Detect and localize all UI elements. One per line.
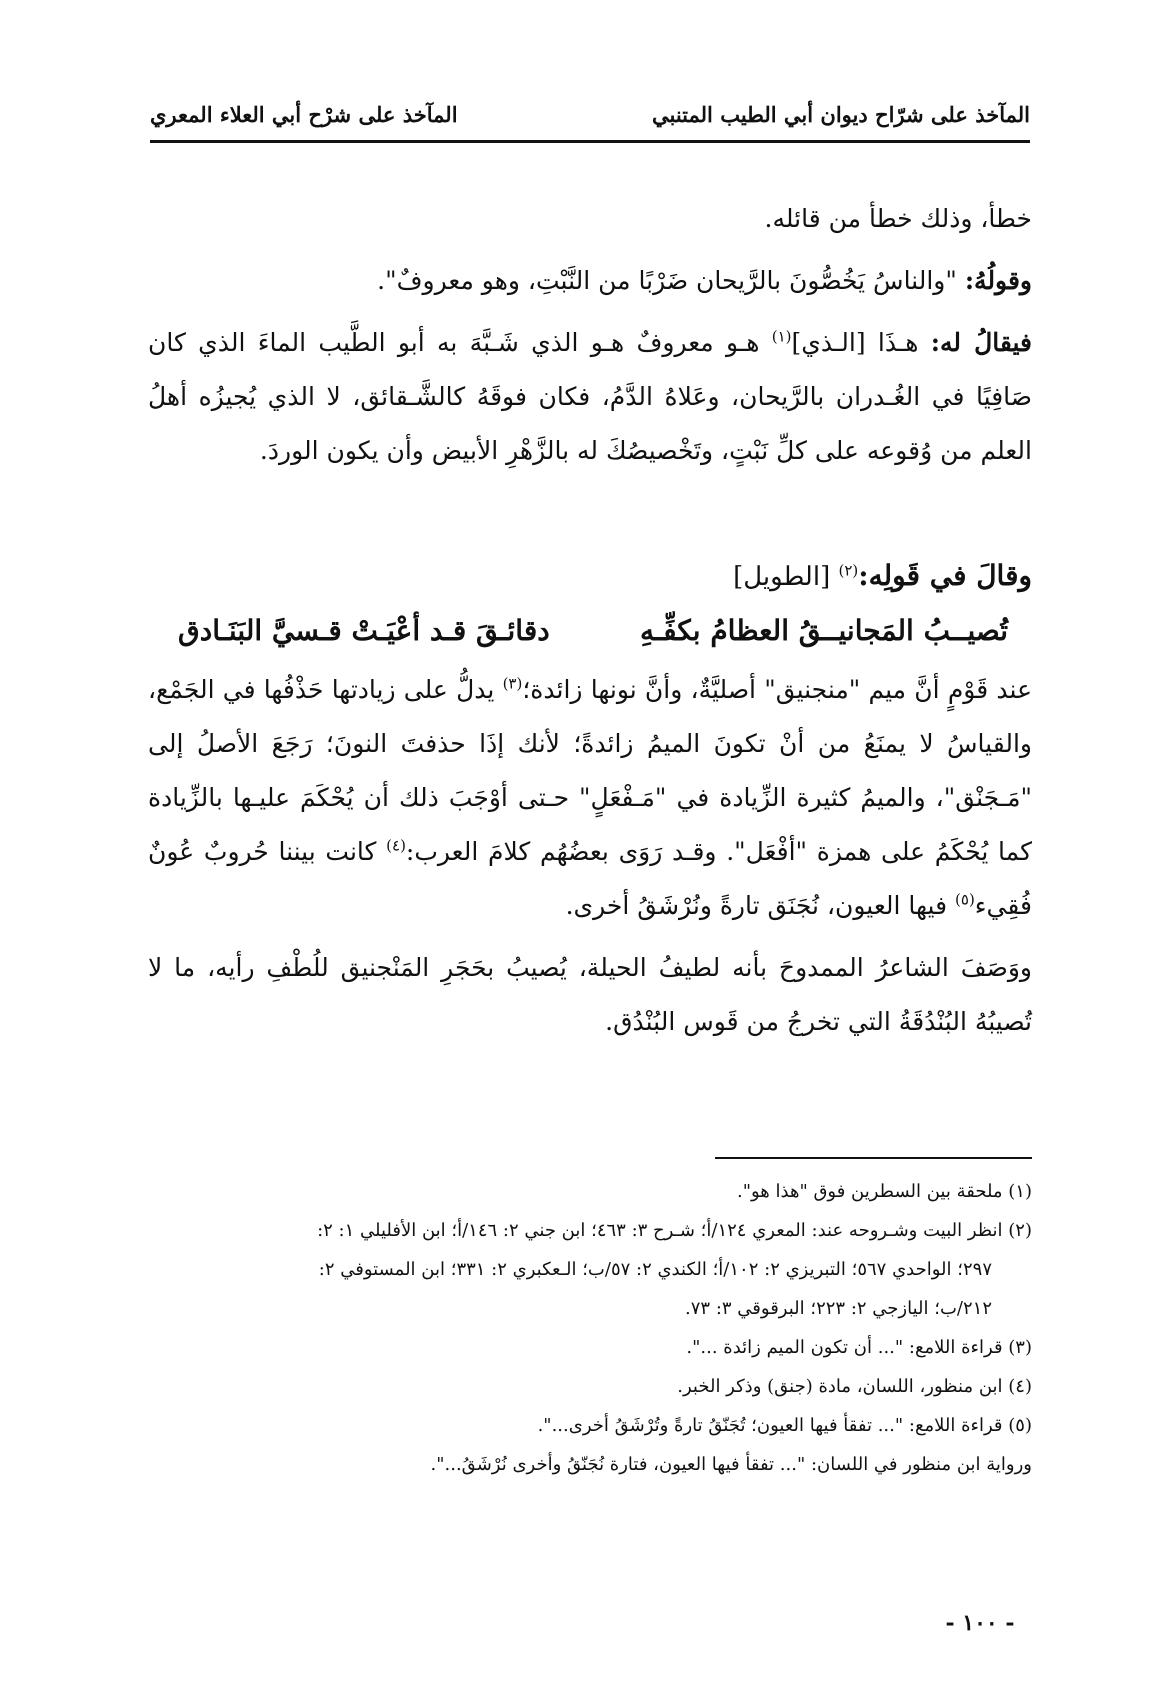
footnote-3: (٣) قراءة اللامع: "... أن تكون الميم زائدة ...". [686,1337,1032,1358]
footnote-2-line-3: ٢١٢/ب؛ اليازجي ٢: ٢٢٣؛ البرقوقي ٣: ٧٣. [685,1298,992,1319]
statement-lead: وقولُهُ: [964,266,1032,295]
main-text [148,192,1032,1049]
commentary-text-a: عند قَوْمٍ أنَّ ميم "منجنيق" أصليَّةٌ، وأنَّ نونها زائدة؛ [522,675,1032,704]
footnote-5: (٥) قراءة اللامع: "... تفقأ فيها العيون؛ تُجَنّقُ تارةً وتُرْشَقُ أخرى...". [537,1415,1032,1436]
footnote-2: (٢) انظر البيت وشـروحه عند: المعري ١٢٤/أ؛ شـرح ٣: ٤٦٣؛ ابن جني ٢: ١٤٦/أ؛ ابن الأفليلي ١: ٢: [317,1220,1032,1241]
book-title: المآخذ على شرّاح ديوان أبي الطيب المتنبي [652,102,1030,127]
reply-text-b: هـو معروفٌ هـو الذي شَـبَّهَ به أبو الطَّيب الماءَ الذي كان صَافِيًا في الغُـدران بالرَّيحان، وعَلاهُ الدَّمُ، فكان فوقَهُ كالشَّـقائق، لا الذي يُجيزُه أهلُ العلم من وُقوعه على كلِّ نَبْتٍ، وتَخْصيصُكَ له بالزَّهْرِ الأبيض وأن يكون الوردَ. [148,328,1032,465]
commentary-text-b: يدلُّ على زيادتها حَذْفُها في الجَمْع، والقياسُ لا يمنَعُ من أنْ تكونَ الميمُ زائدةً؛ لأنك إذَا حذفتَ النونَ؛ رَجَعَ الأصلُ إلى "مَـجَنْق"، والميمُ كثيرة الزِّيادة في "مَـفْعَلٍ" حـتى أوْجَبَ ذلك أن يُحْكَمَ عليـها بالزِّيادة كما يُحْكَمُ على همزة "أفْعَل". وقـد رَوَى بعضُهُم كلامَ العرب: [148,675,1032,866]
verse-first-hemistich: تُصيــبُ المَجانيــقُ العظامُ بكفِّـهِ [639,614,1008,647]
footnote-ref-2: (٢) [838,561,859,580]
footnote-ref-5: (٥) [955,890,975,909]
verse-second-hemistich: دقائـقَ قـد أعْيَـتْ قـسيَّ البَنَـادق [178,614,550,647]
footnote-ref-1: (١) [771,327,792,346]
paragraph-continuation: خطأ، وذلك خطأ من قائله. [764,204,1032,233]
footnote-5-continuation: ورواية ابن منظور في اللسان: "... تفقأ فيها العيون، فتارة نُجَنّقُ وأخرى نُرْشَقُ...". [430,1454,1032,1475]
commentary-paragraph [148,663,1032,933]
footnote-divider [715,1157,1032,1159]
chapter-title: المآخذ على شرْح أبي العلاء المعري [150,102,458,127]
explanation-paragraph: ووَصَفَ الشاعرُ الممدوحَ بأنه لطيفُ الحيلة، يُصيبُ بحَجَرِ المَنْجنيق للُطْفِ رأيه، ما لا تُصيبُهُ البُنْدُقَةُ التي تخرجُ من قَوس البُنْدُق. [148,953,1032,1036]
footnote-4: (٤) ابن منظور، اللسان، مادة (جنق) وذكر الخبر. [677,1376,1032,1397]
commentary-text-d: فيها العيون، نُجَنَق تارةً ونُرْشَقُ أخرى. [565,891,956,920]
footnote-2-line-2: ٢٩٧؛ الواحدي ٥٦٧؛ التبريزي ٢: ١٠٢/أ؛ الكندي ٢: ٥٧/ب؛ الـعكبري ٢: ٣٣١؛ ابن المستوفي ٢: [318,1259,992,1280]
footnotes [148,1172,1032,1484]
reply-paragraph [148,316,1032,478]
reply-lead: فيقالُ له: [930,328,1032,357]
commentary-text-c: كانت بيننا حُروبٌ عُونٌ فُقِيء [148,837,1032,920]
statement-text: "والناسُ يَخُصُّونَ بالرَّيحان ضَرْبًا من النَّبْتِ، وهو معروفٌ". [377,266,965,295]
footnote-ref-4: (٤) [386,836,406,855]
quoted-statement [148,254,1032,308]
footnote-1: (١) ملحقة بين السطرين فوق "هذا هو". [736,1181,1032,1202]
footnote-ref-3: (٣) [502,674,523,693]
poetry-verse [178,605,1008,657]
reply-text-a: هـذَا [الـذي] [791,328,931,357]
verse-intro [148,548,1032,605]
page-number: - ١٠٠ - [945,1610,1015,1636]
meter-label: [الطويل] [733,562,839,592]
running-header [150,100,1030,143]
verse-intro-lead: وقالَ في قَولِه: [858,559,1032,592]
